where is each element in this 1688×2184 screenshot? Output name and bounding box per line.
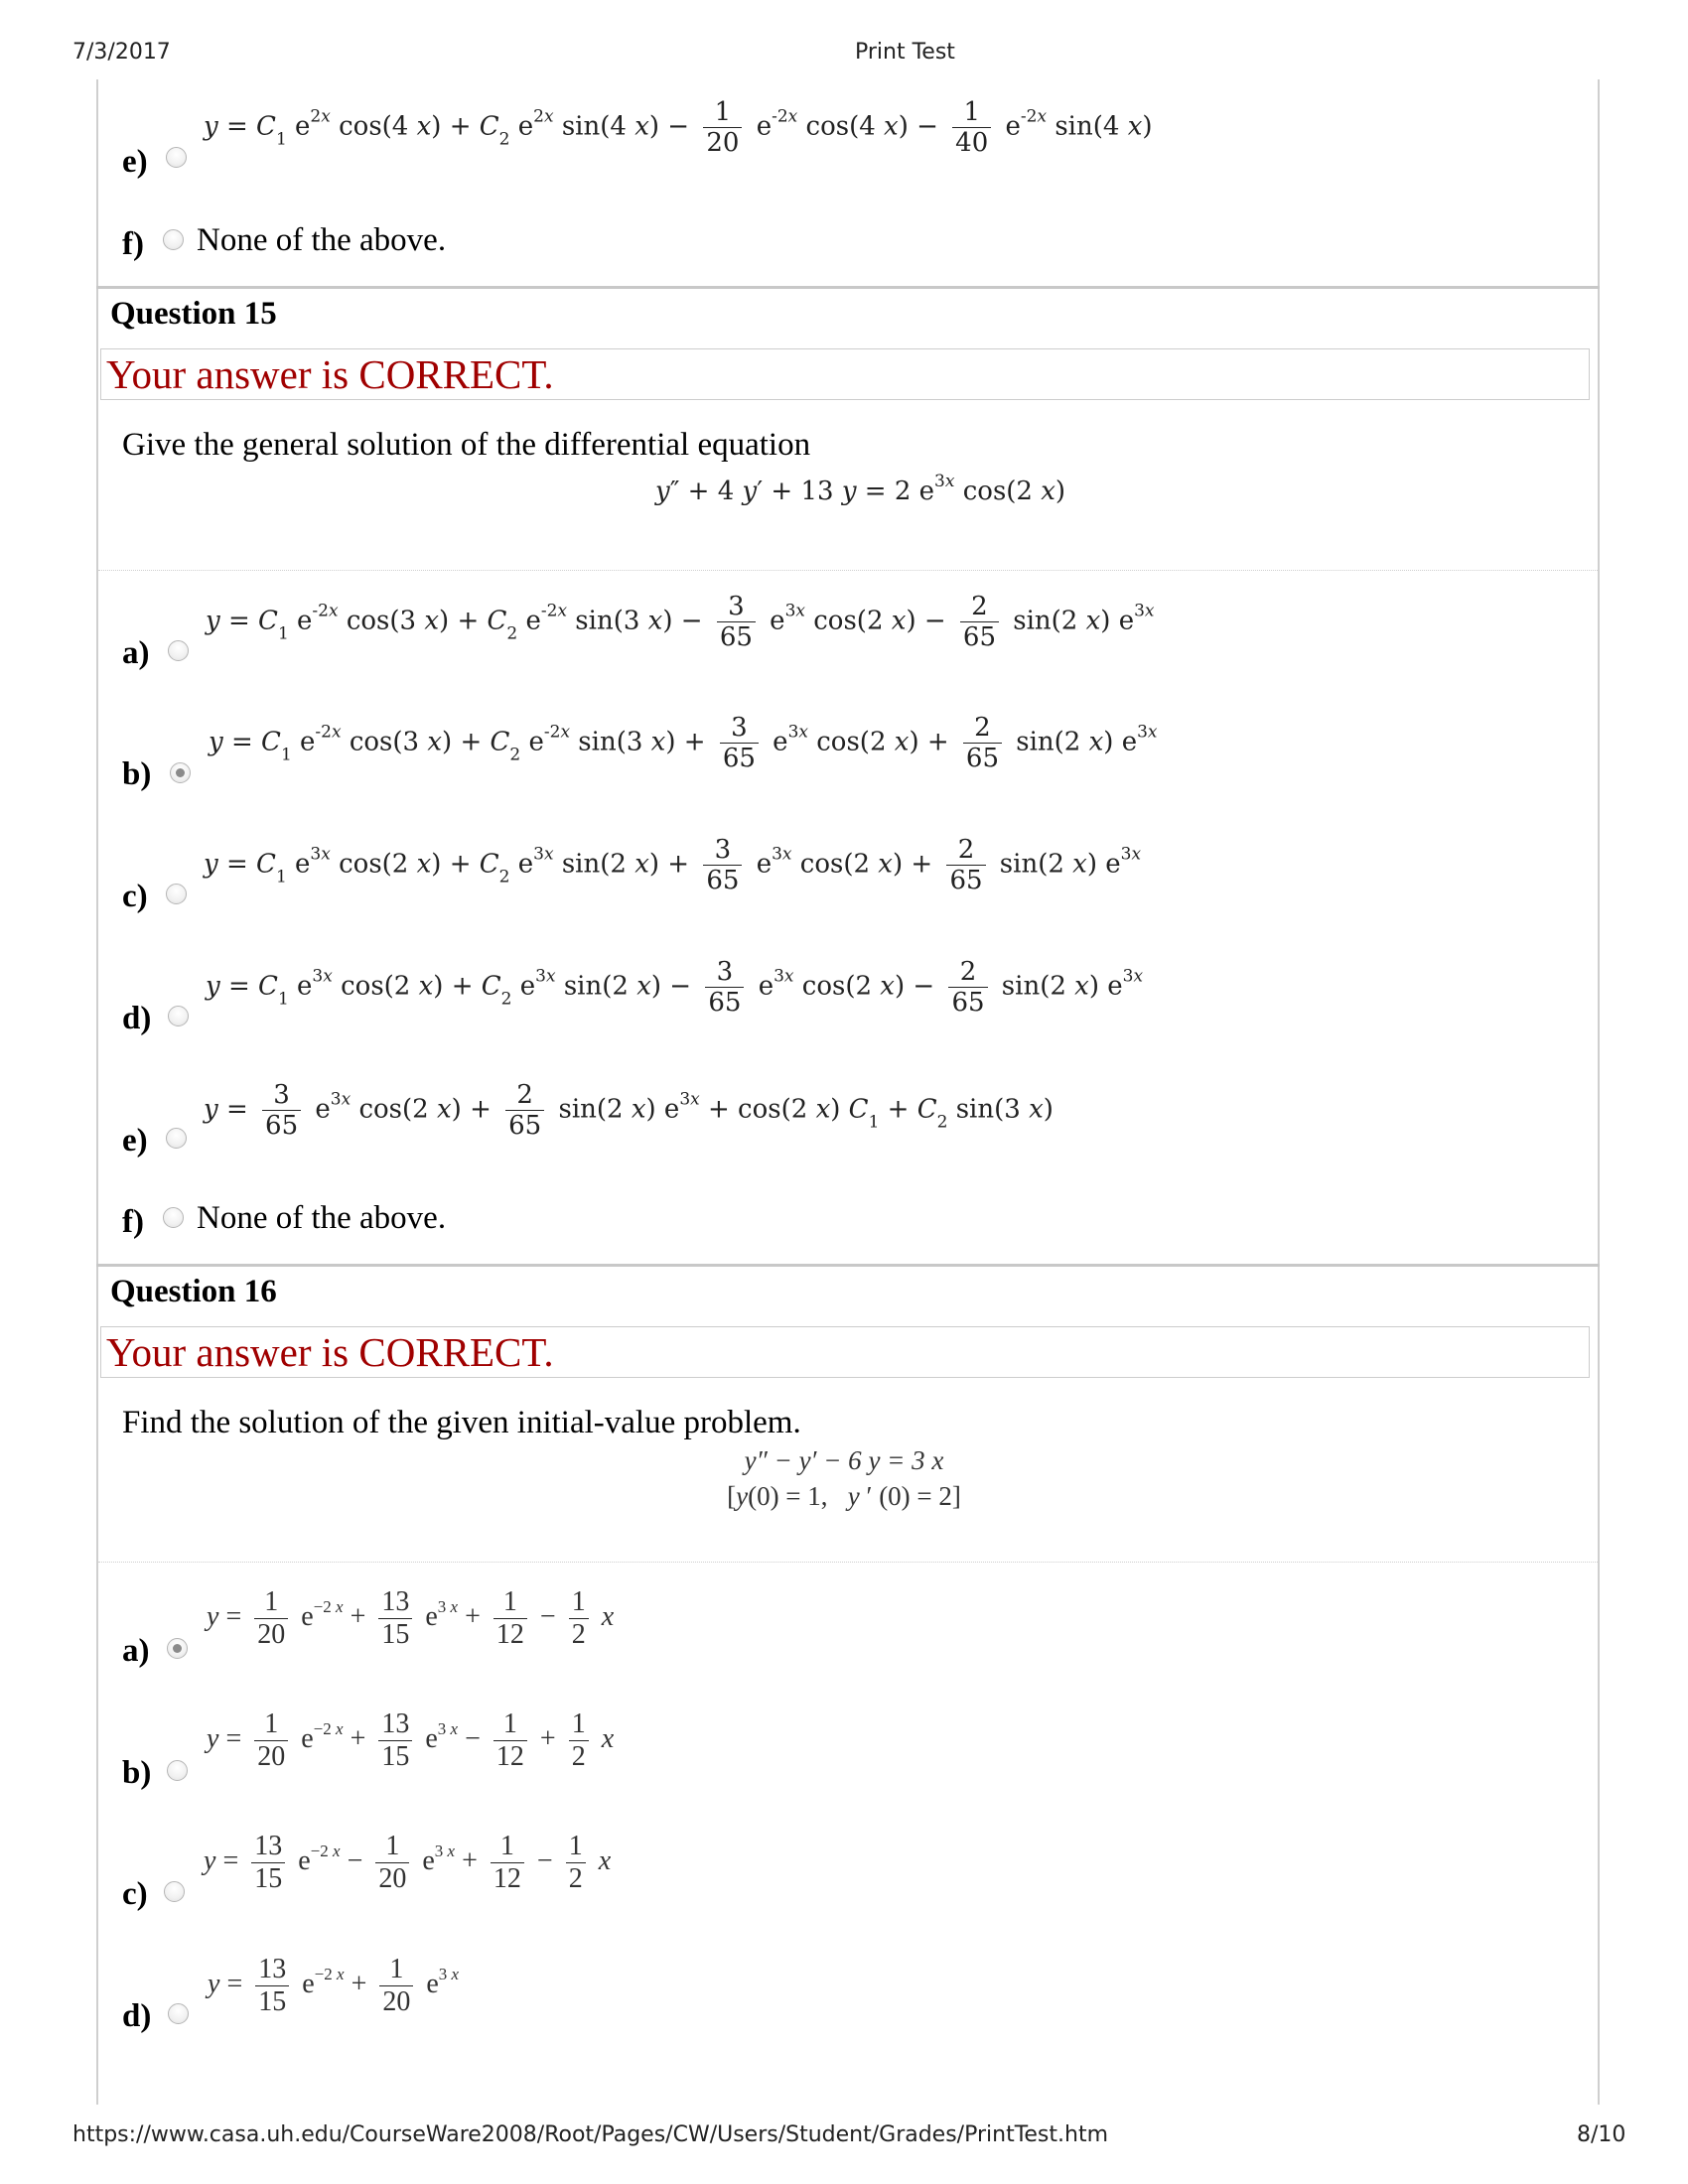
q14-option-e-radio[interactable]: [166, 147, 187, 168]
page-number: 8/10: [1577, 2122, 1626, 2147]
q16-option-a-formula: y = $\frac{1}{20}$ $e^{-2 x}$ + $\frac{13}{15}$ $e^{3 x}$ + $\frac{1}{12}$ − $\frac{1}{2}$ x: [207, 1586, 615, 1650]
q15-option-f-letter: f): [122, 1204, 144, 1240]
q15-option-d-radio[interactable]: [168, 1006, 189, 1026]
q16-option-d-letter: d): [122, 1998, 152, 2034]
divider: [98, 1562, 1598, 1563]
q15-option-f-radio[interactable]: [163, 1207, 184, 1228]
print-title: Print Test: [855, 40, 955, 65]
question-16-title: Question 16: [110, 1274, 277, 1309]
q16-option-d-formula: y = $\frac{13}{15}$ $e^{-2 x}$ + $\frac{1}{20}$ $e^{3 x}$: [208, 1954, 460, 2017]
question-separator: [96, 286, 1600, 289]
q15-option-e-radio[interactable]: [166, 1128, 187, 1149]
q14-option-f-radio[interactable]: [163, 229, 184, 250]
question-16-verdict: Your answer is CORRECT.: [100, 1326, 1590, 1378]
q15-option-c-formula: $y = C_1$ $e^{3x}$ cos(2 $x) + C_2$ $e^{3x}$ sin(2 x) + $\frac{3}{65}$ $e^{3x}$ cos(2 x) + $\frac{2}{65}$ sin(2 x) $e^{3x}$: [204, 835, 1142, 895]
q16-option-b-radio[interactable]: [167, 1760, 188, 1781]
q15-option-a-radio[interactable]: [168, 640, 189, 661]
q15-option-e-formula: y = $\frac{3}{65}$ $e^{3x}$ cos(2 x) + $\frac{2}{65}$ sin(2 x) $e^{3x} + \cos(2$ x) $C_1 + C_2$ sin(3 x): [204, 1080, 1054, 1141]
question-15-verdict: Your answer is CORRECT.: [100, 348, 1590, 400]
q15-option-e-letter: e): [122, 1123, 148, 1159]
q15-option-d-formula: $y = C_1$ $e^{3x}$ cos(2 $x) + C_2$ $e^{3x}$ sin(2 x) − $\frac{3}{65}$ $e^{3x}$ cos(2 x) − $\frac{2}{65}$ sin(2 x) $e^{3x}$: [206, 957, 1144, 1018]
q16-option-b-letter: b): [122, 1755, 152, 1791]
question-16-prompt: Find the solution of the given initial-value problem.: [122, 1405, 801, 1440]
print-date: 7/3/2017: [72, 40, 171, 65]
question-15-title: Question 15: [110, 296, 277, 332]
q15-option-c-letter: c): [122, 879, 148, 914]
q15-option-a-formula: $y = C_1$ $e^{-2x}$ cos(3 $x) + C_2$ $e^{-2x}$ sin(3 x) − $\frac{3}{65}$ $e^{3x}$ cos(2 x) − $\frac{2}{65}$ sin(2 x) $e^{3x}$: [206, 592, 1155, 652]
page-url: https://www.casa.uh.edu/CourseWare2008/Root/Pages/CW/Users/Student/Grades/PrintTest.htm: [72, 2122, 1109, 2147]
q16-option-a-radio[interactable]: [167, 1638, 188, 1659]
q16-option-d-radio[interactable]: [168, 2003, 189, 2024]
question-15-equation: y″ + 4 y′ + 13 y = 2 $e^{3x}$ cos(2 x): [655, 472, 1066, 506]
q15-option-d-letter: d): [122, 1001, 152, 1036]
q14-option-f-letter: f): [122, 226, 144, 262]
question-15-prompt: Give the general solution of the differential equation: [122, 427, 811, 463]
q16-option-b-formula: y = $\frac{1}{20}$ $e^{-2 x}$ + $\frac{13}{15}$ $e^{3 x}$ − $\frac{1}{12}$ + $\frac{1}{2}$ x: [207, 1708, 615, 1772]
q15-option-f-text: None of the above.: [197, 1200, 447, 1236]
q16-option-c-radio[interactable]: [164, 1881, 185, 1902]
q16-option-c-letter: c): [122, 1876, 148, 1912]
q15-option-b-formula: $y = C_1$ $e^{-2x}$ cos(3 $x) + C_2$ $e^{-2x}$ sin(3 x) + $\frac{3}{65}$ $e^{3x}$ cos(2 x) + $\frac{2}{65}$ sin(2 x) $e^{3x}$: [209, 713, 1158, 773]
question-16-system: y″ − y′ − 6 y = 3 x [y(0) = 1, y ′ (0) = 2]: [727, 1445, 961, 1511]
q15-option-c-radio[interactable]: [166, 884, 187, 904]
question-separator: [96, 1264, 1600, 1267]
divider: [98, 570, 1598, 571]
q14-option-e-formula: $y = C_1$ $e^{2x}$ cos(4 $x) + C_2$ $e^{2x}$ sin(4 x) − $\frac{1}{20}$ $e^{-2x}$ cos(4 x) − $\frac{1}{40}$ $e^{-2x}$ sin(4 x): [204, 97, 1153, 158]
q14-option-f-text: None of the above.: [197, 222, 447, 258]
q15-option-b-letter: b): [122, 756, 152, 792]
q15-option-b-radio[interactable]: [170, 762, 191, 783]
q16-option-a-letter: a): [122, 1633, 150, 1669]
q16-option-c-formula: y = $\frac{13}{15}$ $e^{-2 x}$ − $\frac{1}{20}$ $e^{3 x}$ + $\frac{1}{12}$ − $\frac{1}{2}$ x: [204, 1831, 612, 1894]
q15-option-a-letter: a): [122, 635, 150, 671]
q14-option-e-letter: e): [122, 144, 148, 180]
